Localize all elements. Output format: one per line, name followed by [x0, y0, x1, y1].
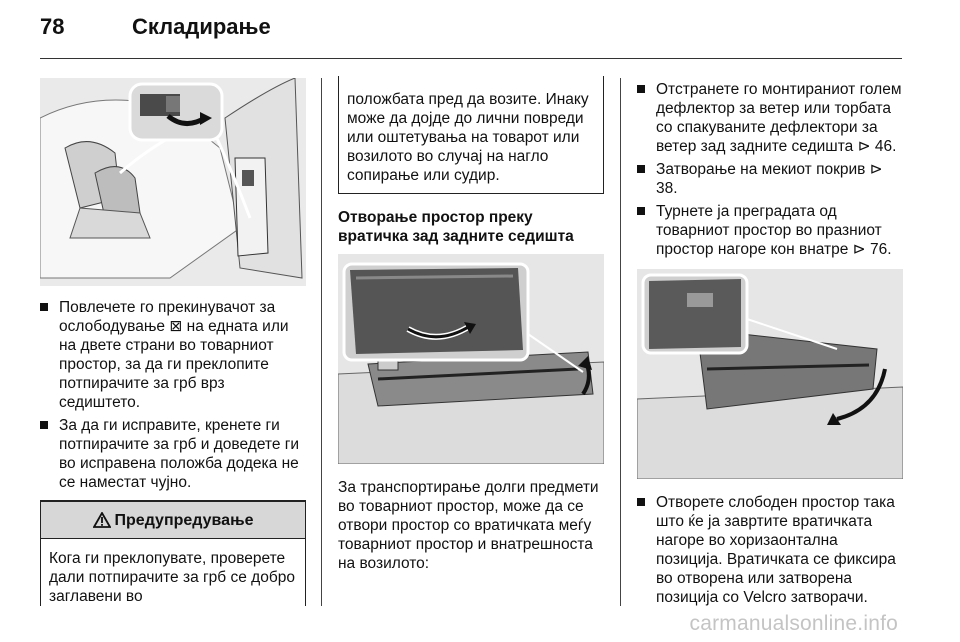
list-item: Затворање на мекиот покрив ⊳ 38.	[637, 160, 903, 198]
bullet-icon	[637, 498, 645, 506]
warning-triangle-icon	[93, 512, 111, 528]
column-2	[338, 76, 604, 573]
warning-box-continued: положбата пред да возите. Инаку може да дојде до лични повреди или оштетувања на товарот или возилото во случај на нагло сопирање или судир.	[338, 76, 604, 194]
list-item: Отстранете го монтираниот голем дефлектор за ветер или торбата со спакуваните дефлектори за ветер зад задните седишта ⊳ 46.	[637, 80, 903, 156]
body-paragraph: За транспортирање долги предмети во товарниот простор, може да се отвори простор со вратичката меѓу товарниот простор и внатрешноста на возилото:	[338, 479, 599, 572]
bullet-icon	[40, 303, 48, 311]
column-divider-2	[620, 78, 621, 606]
list-item: За да ги исправите, кренете ги потпирачите за грб и доведете ги во исправена положба додека не се наместат чујно.	[40, 416, 306, 492]
warning-header	[41, 502, 305, 539]
bullet-icon	[637, 165, 645, 173]
column-divider-1	[321, 78, 322, 606]
illustration-pass-through-hatch	[338, 254, 604, 464]
watermark: carmanualsonline.info	[689, 612, 898, 635]
section-subheading: Отворање простор преку вратичка зад задните седишта	[338, 209, 574, 245]
page-title: Складирање	[132, 14, 271, 39]
page-number: 78	[40, 14, 65, 39]
warning-box	[40, 500, 306, 606]
warning-title: Предупредување	[114, 511, 254, 529]
list-item: Отворете слободен простор така што ќе ја завртите вратичката нагоре во хоризаонтална позиција. Вратичката се фиксира во отворена или затворена позиција со Velcro затворачи.	[637, 493, 903, 607]
list-item: Турнете ја преградата од товарниот простор во празниот простор нагоре кон внатре ⊳ 76.	[637, 202, 903, 259]
bullet-icon	[637, 85, 645, 93]
bullet-icon	[637, 207, 645, 215]
bullet-icon	[40, 421, 48, 429]
column-1	[40, 78, 306, 606]
warning-body: Кога ги преклопувате, проверете дали потпирачите за грб се добро заглавени во	[49, 550, 295, 605]
illustration-seat-release	[40, 78, 306, 286]
header-rule	[40, 58, 902, 59]
list-item: Повлечете го прекинувачот за ослободување ⊠ на едната или на двете страни во товарниот простор, за да ги преклопите потпирачите за грб врз седиштето.	[40, 298, 306, 412]
column-3	[637, 80, 903, 611]
illustration-cargo-partition	[637, 269, 903, 479]
